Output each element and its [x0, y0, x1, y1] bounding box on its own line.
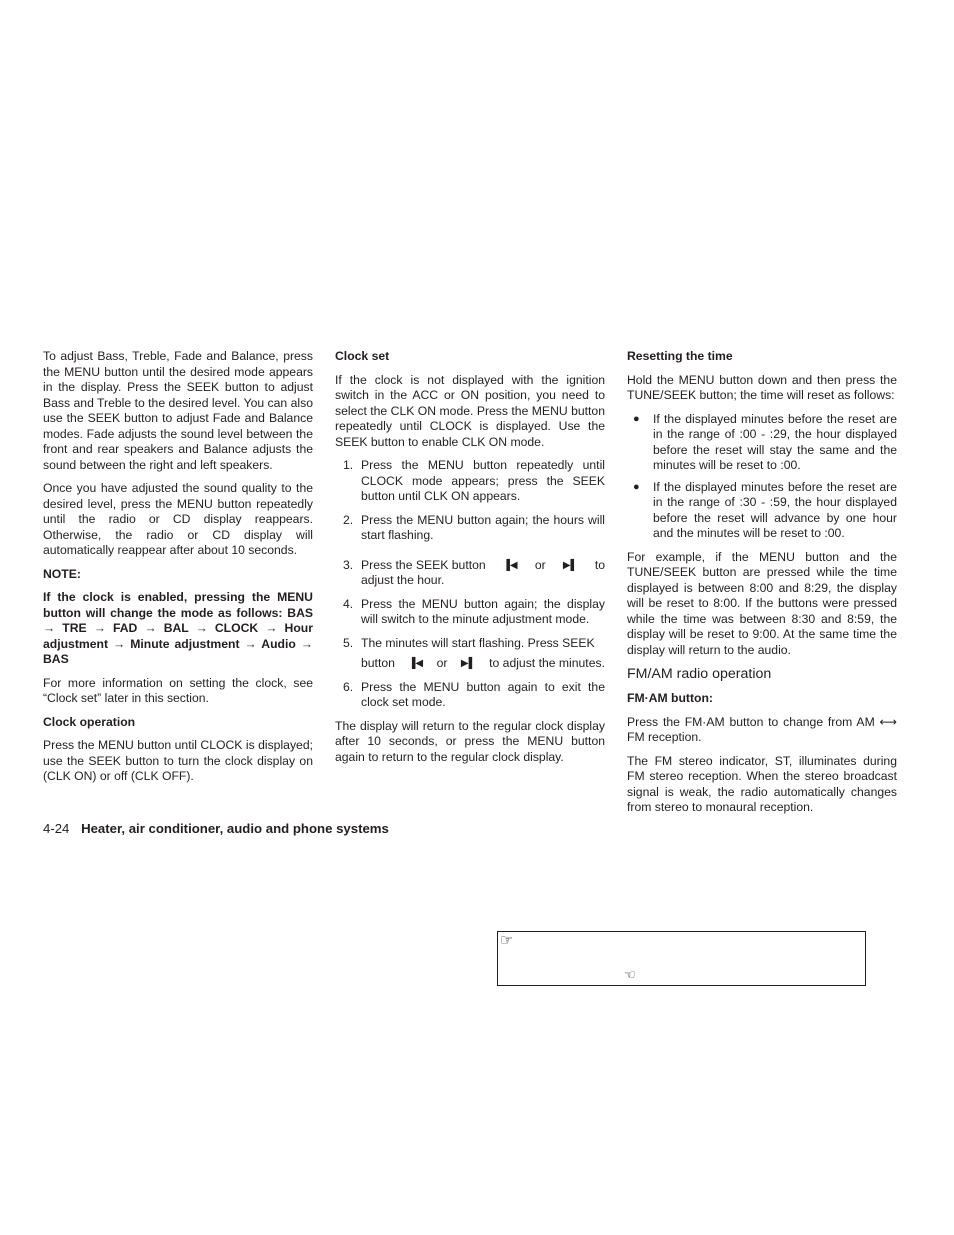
list-item [627, 412, 897, 474]
step-text: Press the SEEK button [361, 557, 486, 572]
clock-set-steps [335, 458, 605, 711]
page-footer [43, 821, 389, 836]
step-text: or [436, 656, 448, 670]
clock-set-intro: If the clock is not displayed with the ignition switch in the ACC or ON position, you need to select the CLK ON mode. Press the MENU button repeatedly until CLOCK is displayed. Use the SEEK button to enable CLK ON mode. [335, 372, 605, 449]
page-number: 4-24 [43, 821, 70, 836]
step-3 [335, 558, 605, 589]
step-3-line [361, 558, 605, 574]
bullet-icon: ● [633, 412, 640, 425]
clock-operation-text: Press the MENU button until CLOCK is displayed; use the SEEK button to turn the clock display on (CLK ON) or off (CLK OFF). [43, 738, 313, 783]
seek-forward-icon: ▶▌ [460, 658, 476, 669]
step-text: Press the MENU button repeatedly until CLOCK mode appears; press the SEEK button until CLK ON appears. [361, 458, 605, 503]
paragraph-after-adjust: Once you have adjusted the sound quality to the desired level, press the MENU button repeatedly until the radio or CD display reappears. Otherwise, the radio or CD display will automatically reappear after about 10 seconds. [43, 481, 313, 557]
note-text: If the clock is enabled, pressing the MENU button will change the mode as follows: BAS → TRE → FAD → BAL → CLOCK → Hour adjustment → Minute adjustment → Audio → BAS [43, 590, 313, 666]
step-5 [335, 636, 605, 672]
seek-back-icon: ▐◀ [502, 559, 518, 571]
step-number: 5. [343, 635, 354, 650]
step-1 [335, 458, 605, 505]
step-2 [335, 513, 605, 544]
step-number: 1. [343, 458, 354, 472]
section-title: Heater, air conditioner, audio and phone systems [81, 821, 389, 836]
pointing-hand-icon: ☞ [500, 932, 514, 949]
clock-operation-heading: Clock operation [43, 714, 136, 729]
step-number: 3. [343, 557, 354, 572]
note-heading: NOTE: [43, 566, 81, 581]
fmam-heading: FM/AM radio operation [627, 666, 772, 682]
step-text: to adjust the minutes. [489, 656, 605, 670]
reset-example: For example, if the MENU button and the TUNE/SEEK button are pressed while the time displayed is between 8:00 and 8:29, the display will be reset to 8:00. If the buttons were pressed while the time was between 8:30 and 8:59, the display will be reset to 9:00. At the same time the display will return to the audio. [627, 549, 897, 657]
list-item-text: If the displayed minutes before the reset are in the range of :30 - :59, the hour displayed before the reset will advance by one hour and the minutes will be reset to :00. [653, 479, 897, 540]
resetting-time-text: Hold the MENU button down and then press the TUNE/SEEK button; the time will reset as follows: [627, 372, 897, 402]
column-middle [335, 349, 605, 773]
list-item [627, 480, 897, 542]
step-text: The minutes will start flashing. Press SEEK [361, 635, 595, 650]
step-5-line [361, 656, 605, 672]
step-text: adjust the hour. [361, 573, 445, 587]
seek-back-icon: ▐◀ [408, 658, 424, 669]
list-item-text: If the displayed minutes before the reset are in the range of :00 - :29, the hour displayed before the reset will stay the same and the minutes will be reset to :00. [653, 411, 897, 472]
step-number: 6. [343, 679, 354, 694]
fmam-button-heading: FM·AM button: [627, 691, 713, 705]
paragraph-clock-reference: For more information on setting the clock, see “Clock set” later in this section. [43, 675, 313, 705]
column-right [627, 349, 897, 824]
fm-stereo-text: The FM stereo indicator, ST, illuminates during FM stereo reception. When the stereo broadcast signal is weak, the radio automatically changes from stereo to monaural reception. [627, 753, 897, 814]
reset-rules-list [627, 412, 897, 542]
step-number: 2. [343, 512, 354, 527]
fmam-button-text: Press the FM·AM button to change from AM ⟷ FM reception. [627, 714, 897, 744]
step-text: Press the MENU button again; the hours will start flashing. [361, 512, 605, 542]
step-text: to [594, 557, 605, 572]
clock-set-outro: The display will return to the regular clock display after 10 seconds, or press the MENU button again to return to the regular clock display. [335, 718, 605, 764]
step-text: Press the MENU button again to exit the clock set mode. [361, 679, 605, 709]
bullet-icon: ● [633, 480, 640, 493]
note-box [497, 931, 866, 986]
paragraph-adjust-audio: To adjust Bass, Treble, Fade and Balance, press the MENU button until the desired mode appears in the display. Press the SEEK button to adjust Bass and Treble to the desired level. You can also use the SEEK button to adjust Fade and Balance modes. Fade adjusts the sound level between the front and rear speakers and Balance adjusts the sound between the right and left speakers. [43, 349, 313, 472]
clock-set-heading: Clock set [335, 349, 390, 363]
step-4 [335, 597, 605, 628]
column-left [43, 349, 313, 793]
step-text: button [361, 656, 395, 670]
step-text: or [534, 557, 546, 572]
step-text: Press the MENU button again; the display will switch to the minute adjustment mode. [361, 596, 605, 626]
step-number: 4. [343, 596, 354, 611]
resetting-time-heading: Resetting the time [627, 349, 733, 363]
step-6 [335, 680, 605, 711]
pointing-hand-left-icon: ☜ [624, 967, 636, 982]
seek-forward-icon: ▶▌ [562, 559, 578, 571]
